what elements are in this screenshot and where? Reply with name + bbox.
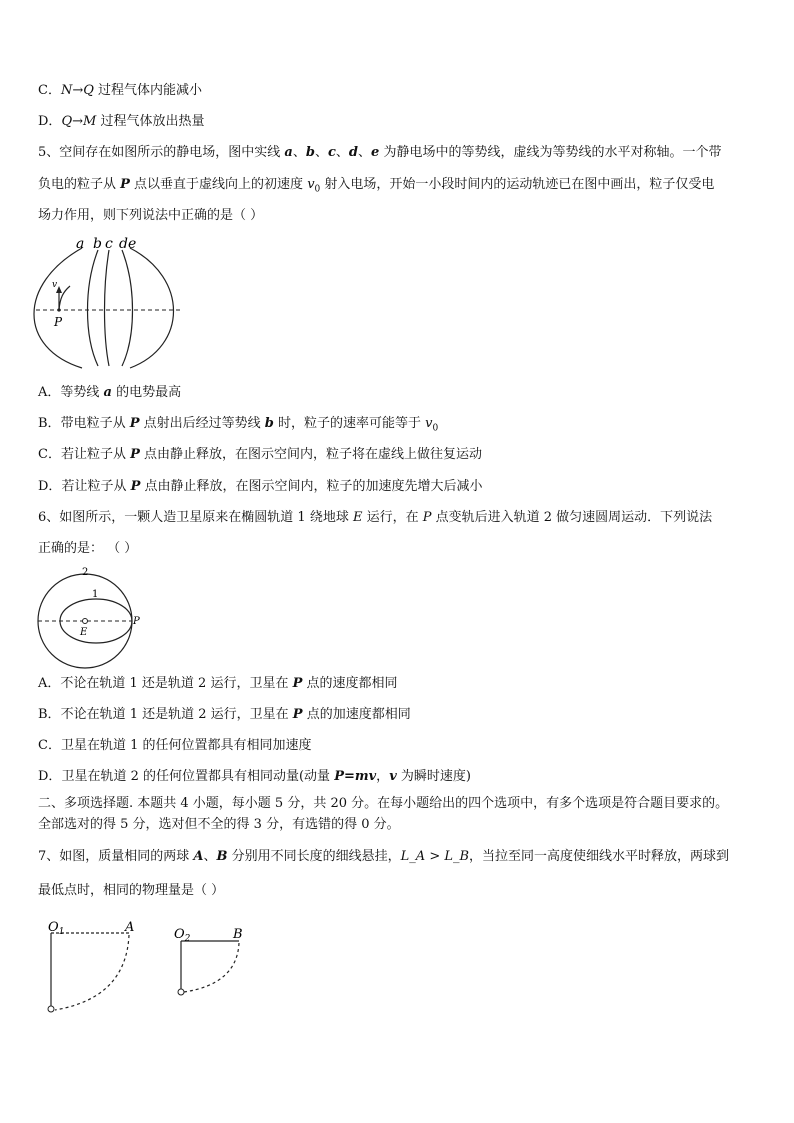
ball-a-bottom	[48, 1006, 54, 1012]
q7-stem-line-2: 最低点时，相同的物理量是（ ）	[38, 883, 225, 898]
q5-stem-line-3: 场力作用，则下列说法中正确的是（ ）	[38, 208, 264, 223]
label-p: P	[133, 616, 140, 627]
q7-pendulum-figure	[40, 918, 255, 1018]
q6-option-c[interactable]: C．卫星在轨道 1 的任何位置都具有相同加速度	[38, 738, 312, 753]
label-d: d	[119, 236, 128, 252]
label-b: B	[233, 927, 243, 942]
q6-orbit-figure	[38, 565, 153, 670]
section-2-heading-line-1: 二、多项选择题. 本题共 4 小题，每小题 5 分，共 20 分。在每小题给出的四个选项中，有多个选项是符合题目要求的。	[38, 796, 729, 811]
point-p	[57, 308, 60, 311]
q4-option-d[interactable]: D．Q→M 过程气体放出热量	[38, 114, 205, 129]
label-b: b	[93, 236, 102, 252]
q4-option-c[interactable]: C．N→Q 过程气体内能减小	[38, 83, 203, 98]
earth-point-e	[83, 619, 88, 624]
equipotential-line-b	[88, 250, 99, 366]
q5-option-a[interactable]: A．等势线 a 的电势最高	[38, 385, 182, 400]
q6-stem-line-1: 6、如图所示，一颗人造卫星原来在椭圆轨道 1 绕地球 E 运行，在 P 点变轨后进入轨道 2 做匀速圆周运动．下列说法	[38, 510, 713, 525]
q6-option-d[interactable]: D．卫星在轨道 2 的任何位置都具有相同动量(动量 P=mv，v 为瞬时速度)	[38, 769, 471, 784]
pendulum-b-arc	[184, 943, 239, 992]
q6-option-a[interactable]: A．不论在轨道 1 还是轨道 2 运行，卫星在 P 点的速度都相同	[38, 676, 398, 691]
label-a: A	[125, 920, 135, 935]
q5-electric-field-figure	[30, 236, 190, 376]
equipotential-line-d	[122, 250, 133, 366]
q5-option-b[interactable]: B．带电粒子从 P 点射出后经过等势线 b 时，粒子的速率可能等于 $v_0$	[38, 416, 439, 434]
q5-stem-line-2: 负电的粒子从 P 点以垂直于虚线向上的初速度 $v_0$ 射入电场，开始一小段时间内的运动轨迹已在图中画出，粒子仅受电	[38, 177, 715, 195]
q6-option-b[interactable]: B．不论在轨道 1 还是轨道 2 运行，卫星在 P 点的加速度都相同	[38, 707, 411, 722]
label-orbit-1: 1	[92, 589, 99, 600]
label-v: v	[52, 280, 58, 290]
ball-b-bottom	[178, 989, 184, 995]
q5-option-c[interactable]: C．若让粒子从 P 点由静止释放，在图示空间内，粒子将在虚线上做往复运动	[38, 447, 483, 462]
label-orbit-2: 2	[82, 567, 89, 578]
q7-stem-line-1: 7、如图，质量相同的两球 A、B 分别用不同长度的细线悬挂，L_A > L_B，当拉至同一高度使细线水平时释放，两球到	[38, 849, 730, 864]
label-o2: $O_2$	[174, 927, 191, 944]
q6-stem-line-2: 正确的是： （ ）	[38, 541, 138, 556]
equipotential-line-e	[130, 248, 174, 368]
label-a: a	[76, 236, 85, 252]
label-o1: $O_1$	[48, 920, 65, 937]
label-e: E	[80, 627, 88, 638]
q5-stem-line-1: 5、空间存在如图所示的静电场，图中实线 a、b、c、d、e 为静电场中的等势线，虚线为等势线的水平对称轴。一个带	[38, 145, 722, 160]
label-e: e	[128, 236, 137, 252]
label-p: P	[54, 315, 63, 329]
pendulum-a-arc	[55, 935, 129, 1010]
label-c: c	[105, 236, 113, 252]
q7-length-formula: L_A > L_B	[400, 849, 470, 864]
equipotential-line-a	[34, 248, 82, 368]
particle-trajectory	[59, 286, 70, 310]
q5-option-d[interactable]: D．若让粒子从 P 点由静止释放，在图示空间内，粒子的加速度先增大后减小	[38, 479, 483, 494]
section-2-heading-line-2: 全部选对的得 5 分，选对但不全的得 3 分，有选错的得 0 分。	[38, 817, 400, 832]
equipotential-line-c	[105, 250, 110, 366]
